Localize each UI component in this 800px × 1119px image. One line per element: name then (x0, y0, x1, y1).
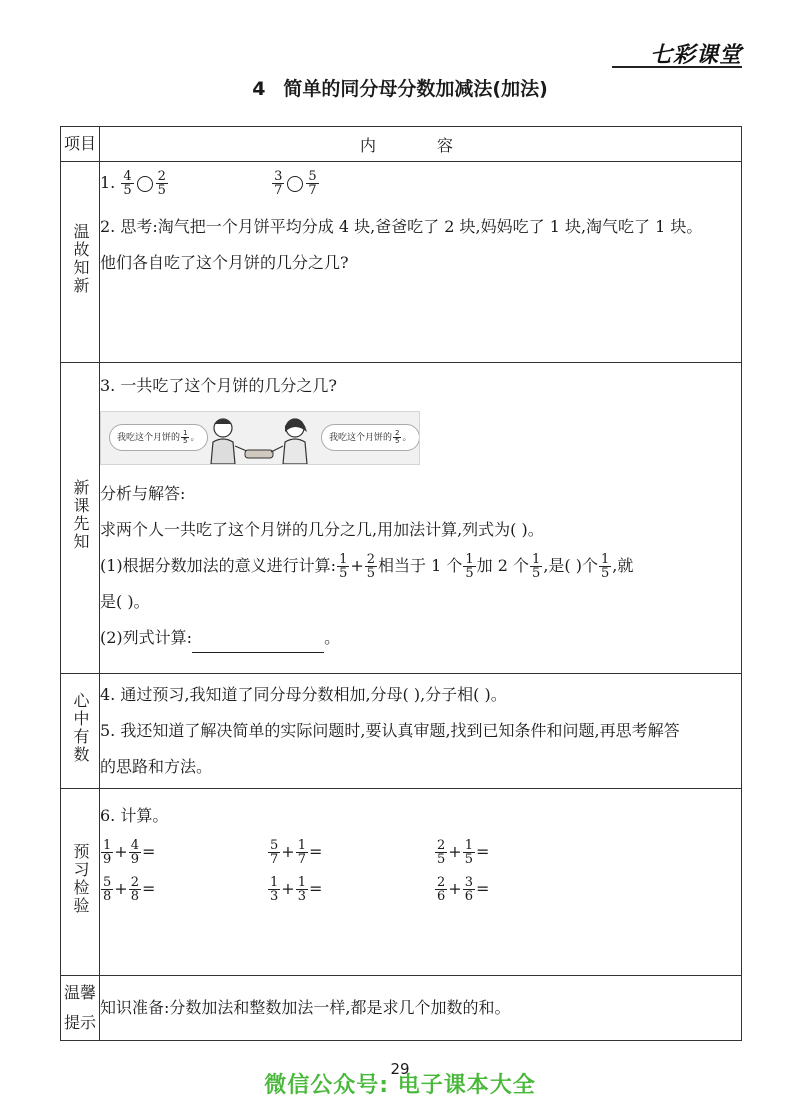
fraction: $\frac{5}{8}$ (103, 875, 112, 904)
fraction: $\frac{4}{9}$ (130, 838, 139, 867)
q1: 1. $\frac{4}{5}$ $\frac{2}{5}$ $\frac{3}{7}$ $\frac{5}{7}$ (100, 169, 317, 198)
step1-line2: 是( )。 (100, 592, 150, 611)
section-review (61, 162, 742, 363)
calc-item[interactable] (434, 876, 601, 903)
answer-blank[interactable] (192, 634, 324, 653)
fraction: $\frac{2}{5}$ (157, 169, 166, 198)
fraction: $\frac{5}{7}$ (270, 838, 279, 867)
q5-line1: 5. 我还知道了解决简单的实际问题时,要认真审题,找到已知条件和问题,再思考解答 (100, 721, 680, 740)
fraction: $\frac{2}{5}$ (366, 552, 376, 581)
equals-sign: = (475, 842, 490, 861)
q3: 3. 一共吃了这个月饼的几分之几? (100, 376, 337, 395)
calc-row (100, 839, 741, 866)
plus-sign: + (281, 879, 295, 898)
calc-item[interactable] (267, 839, 434, 866)
table-header-row (61, 127, 742, 162)
step1-line1: (1)根据分数加法的意义进行计算: $\frac{1}{5}$ + $\frac{2}{5}$ 相当于 1 个 $\frac{1}{5}$ 加 2 个 $\frac{1}{5}$ ,是( )个 $\frac{1}{5}$ ,就 (100, 552, 634, 581)
lesson-number: 4 (252, 78, 266, 100)
section-tip (61, 976, 742, 1041)
plus-sign: + (114, 879, 128, 898)
header-item: 项目 (61, 127, 100, 162)
q4: 4. 通过预习,我知道了同分母分数相加,分母( ),分子相( )。 (100, 685, 507, 704)
brand-underline (612, 66, 742, 68)
fraction: $\frac{1}{9}$ (103, 838, 112, 867)
calc-item[interactable] (100, 839, 267, 866)
calc-grid (100, 839, 741, 903)
plus-sign: + (114, 842, 128, 861)
watermark: 微信公众号: 电子课本大全 (264, 1073, 536, 1098)
equals-sign: = (308, 879, 323, 898)
brand-logo: 七彩课堂 (649, 43, 742, 68)
equals-sign: = (308, 842, 323, 861)
equals-sign: = (475, 879, 490, 898)
analysis-title: 分析与解答: (100, 484, 186, 503)
mind-content (100, 674, 742, 789)
q2-line1: 2. 思考:淘气把一个月饼平均分成 4 块,爸爸吃了 2 块,妈妈吃了 1 块,淘气吃了 1 块。 (100, 217, 703, 236)
fraction: $\frac{1}{5}$ (532, 552, 541, 581)
page-number: 29 (390, 1060, 410, 1078)
section-label-mind: 心中有数 (61, 674, 100, 789)
tip-content (100, 976, 742, 1041)
fraction: $\frac{1}{7}$ (297, 838, 306, 867)
children-icon (199, 412, 319, 464)
fraction: $\frac{2}{8}$ (130, 875, 139, 904)
equals-sign: = (141, 879, 156, 898)
compare-circle[interactable] (287, 176, 303, 192)
q6: 6. 计算。 (100, 806, 169, 825)
fraction: $\frac{1}{5}$ (464, 838, 473, 867)
plus-sign: + (281, 842, 295, 861)
speech-bubble-left: 我吃这个月饼的 $\frac{1}{5}$ 。 (109, 424, 208, 451)
new-lesson-content (100, 363, 742, 674)
lesson-title (0, 74, 800, 101)
compare-circle[interactable] (137, 176, 153, 192)
q2-line2: 他们各自吃了这个月饼的几分之几? (100, 253, 349, 272)
tip-text: 知识准备:分数加法和整数加法一样,都是求几个加数的和。 (100, 998, 511, 1017)
calc-item[interactable] (267, 876, 434, 903)
analysis-line: 求两个人一共吃了这个月饼的几分之几,用加法计算,列式为( )。 (100, 520, 544, 539)
fraction: $\frac{2}{6}$ (437, 875, 446, 904)
worksheet-table (60, 126, 742, 1041)
fraction: $\frac{1}{3}$ (270, 875, 279, 904)
fraction: $\frac{1}{5}$ (465, 552, 474, 581)
fraction: $\frac{1}{3}$ (297, 875, 306, 904)
fraction: $\frac{2}{5}$ (437, 838, 446, 867)
step2-line: (2)列式计算: 。 (100, 623, 741, 653)
section-label-tip: 温馨 提示 (61, 976, 100, 1041)
equals-sign: = (141, 842, 156, 861)
lesson-title-text: 简单的同分母分数加减法(加法) (283, 78, 548, 100)
review-content (100, 162, 742, 363)
fraction: $\frac{4}{5}$ (123, 169, 132, 198)
speech-bubble-right: 我吃这个月饼的 $\frac{2}{5}$ 。 (321, 424, 420, 451)
plus-sign: + (448, 879, 462, 898)
plus-sign: + (448, 842, 462, 861)
check-content (100, 789, 742, 976)
section-label-check: 预习检验 (61, 789, 100, 976)
fraction: $\frac{1}{5}$ (600, 552, 610, 581)
calc-item[interactable] (100, 876, 267, 903)
calc-row (100, 876, 741, 903)
illustration (100, 411, 420, 465)
section-check (61, 789, 742, 976)
fraction: $\frac{3}{6}$ (464, 875, 473, 904)
section-mind (61, 674, 742, 789)
header-content: 内 容 (100, 127, 742, 162)
calc-item[interactable] (434, 839, 601, 866)
fraction: $\frac{5}{7}$ (308, 169, 317, 198)
section-label-new-lesson: 新课先知 (61, 363, 100, 674)
fraction: $\frac{1}{5}$ (339, 552, 348, 581)
fraction: $\frac{3}{7}$ (274, 169, 283, 198)
q5-line2: 的思路和方法。 (100, 757, 213, 776)
section-new-lesson (61, 363, 742, 674)
section-label-review: 温故知新 (61, 162, 100, 363)
